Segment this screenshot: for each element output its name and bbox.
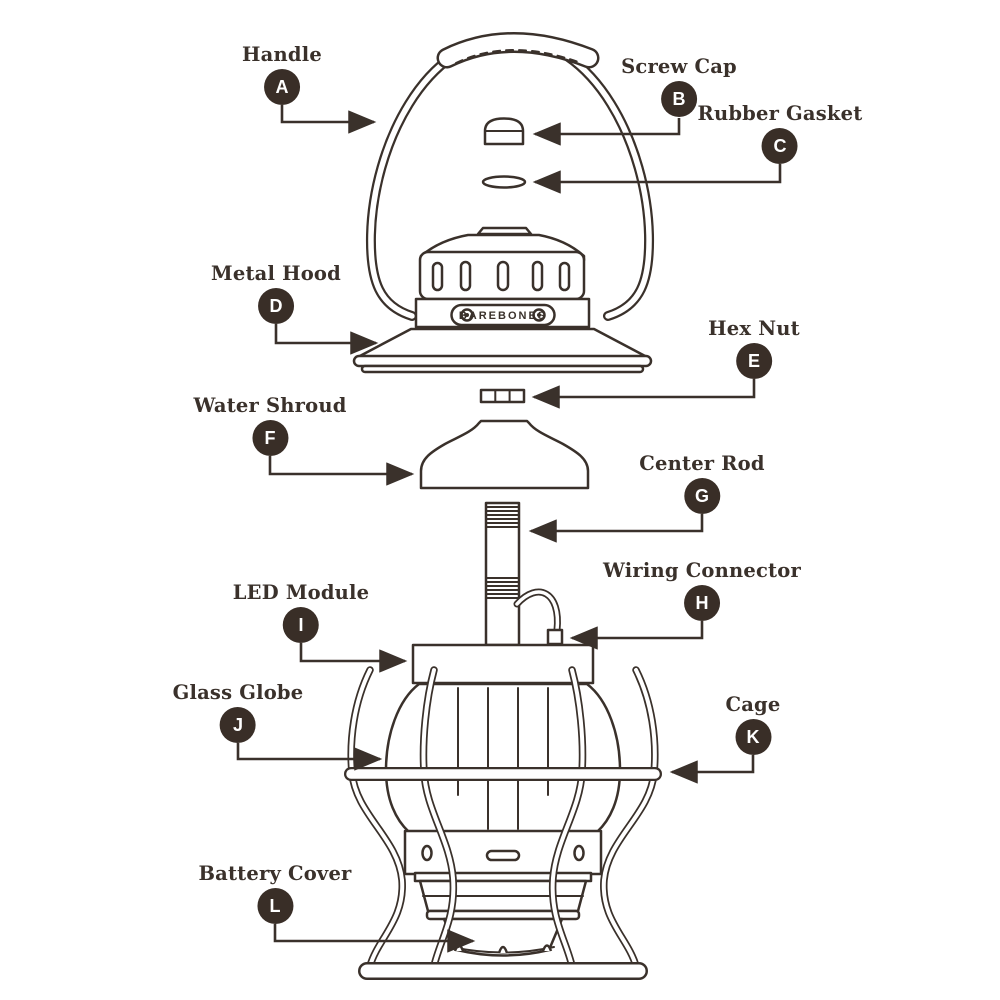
leader-rubber-gasket <box>535 164 780 182</box>
leader-metal-hood <box>276 324 376 343</box>
part-name: Cage <box>725 693 781 716</box>
part-badge: E <box>736 343 772 379</box>
hex-nut-drawing <box>481 390 524 402</box>
leader-center-rod <box>531 514 702 531</box>
battery-cover-drawing <box>444 919 562 956</box>
part-badge: F <box>252 420 288 456</box>
part-badge: B <box>661 81 697 117</box>
part-label-wiring-connector <box>603 561 801 621</box>
part-label-center-rod <box>639 454 764 514</box>
water-shroud-drawing <box>421 421 588 488</box>
power-switch-slot <box>487 851 519 860</box>
part-label-water-shroud <box>193 396 346 456</box>
leader-hex-nut <box>534 379 754 397</box>
part-label-led-module <box>233 583 370 643</box>
leader-glass-globe <box>238 743 380 759</box>
part-label-glass-globe <box>173 683 304 743</box>
part-label-handle <box>242 45 322 105</box>
part-name: Glass Globe <box>172 681 304 704</box>
rubber-gasket-drawing <box>483 177 525 188</box>
leader-handle <box>282 105 374 122</box>
part-badge: D <box>258 288 294 324</box>
hood-skirt <box>358 329 647 357</box>
part-label-battery-cover <box>198 864 351 924</box>
part-name: Metal Hood <box>211 262 341 285</box>
part-name: Center Rod <box>639 452 765 475</box>
part-name: Hex Nut <box>708 317 800 340</box>
part-name: Handle <box>242 43 322 66</box>
brand-plate <box>452 305 555 325</box>
part-name: Wiring Connector <box>603 559 801 582</box>
body-screw-right <box>575 846 584 860</box>
part-label-cage <box>726 695 781 755</box>
part-badge: I <box>283 607 319 643</box>
part-badge: J <box>220 707 256 743</box>
part-badge: H <box>684 585 720 621</box>
metal-hood-drawing <box>354 228 651 372</box>
part-badge: A <box>264 69 300 105</box>
wiring-connector-drawing <box>517 592 562 644</box>
part-label-rubber-gasket <box>698 104 863 164</box>
center-rod-drawing <box>486 503 519 645</box>
lantern-body-drawing <box>405 831 601 956</box>
part-name: Rubber Gasket <box>697 102 863 125</box>
screw-cap-drawing <box>485 119 523 145</box>
brand-plate-text: BAREBONES <box>458 310 548 322</box>
part-name: Screw Cap <box>621 55 737 78</box>
leader-cage <box>672 755 753 772</box>
part-badge: K <box>735 719 771 755</box>
part-badge: G <box>684 478 720 514</box>
part-badge: L <box>257 888 293 924</box>
leader-wiring-connector <box>572 621 702 638</box>
leader-screw-cap <box>535 118 679 134</box>
part-name: Water Shroud <box>193 394 347 417</box>
part-label-hex-nut <box>708 319 800 379</box>
part-name: LED Module <box>232 581 370 604</box>
hood-top-tab <box>478 228 531 234</box>
leader-led-module <box>301 643 405 661</box>
part-name: Battery Cover <box>198 862 352 885</box>
body-screw-left <box>423 846 432 860</box>
part-badge: C <box>762 128 798 164</box>
part-label-metal-hood <box>211 264 341 324</box>
leader-water-shroud <box>270 456 412 474</box>
led-module-drawing <box>413 645 593 683</box>
